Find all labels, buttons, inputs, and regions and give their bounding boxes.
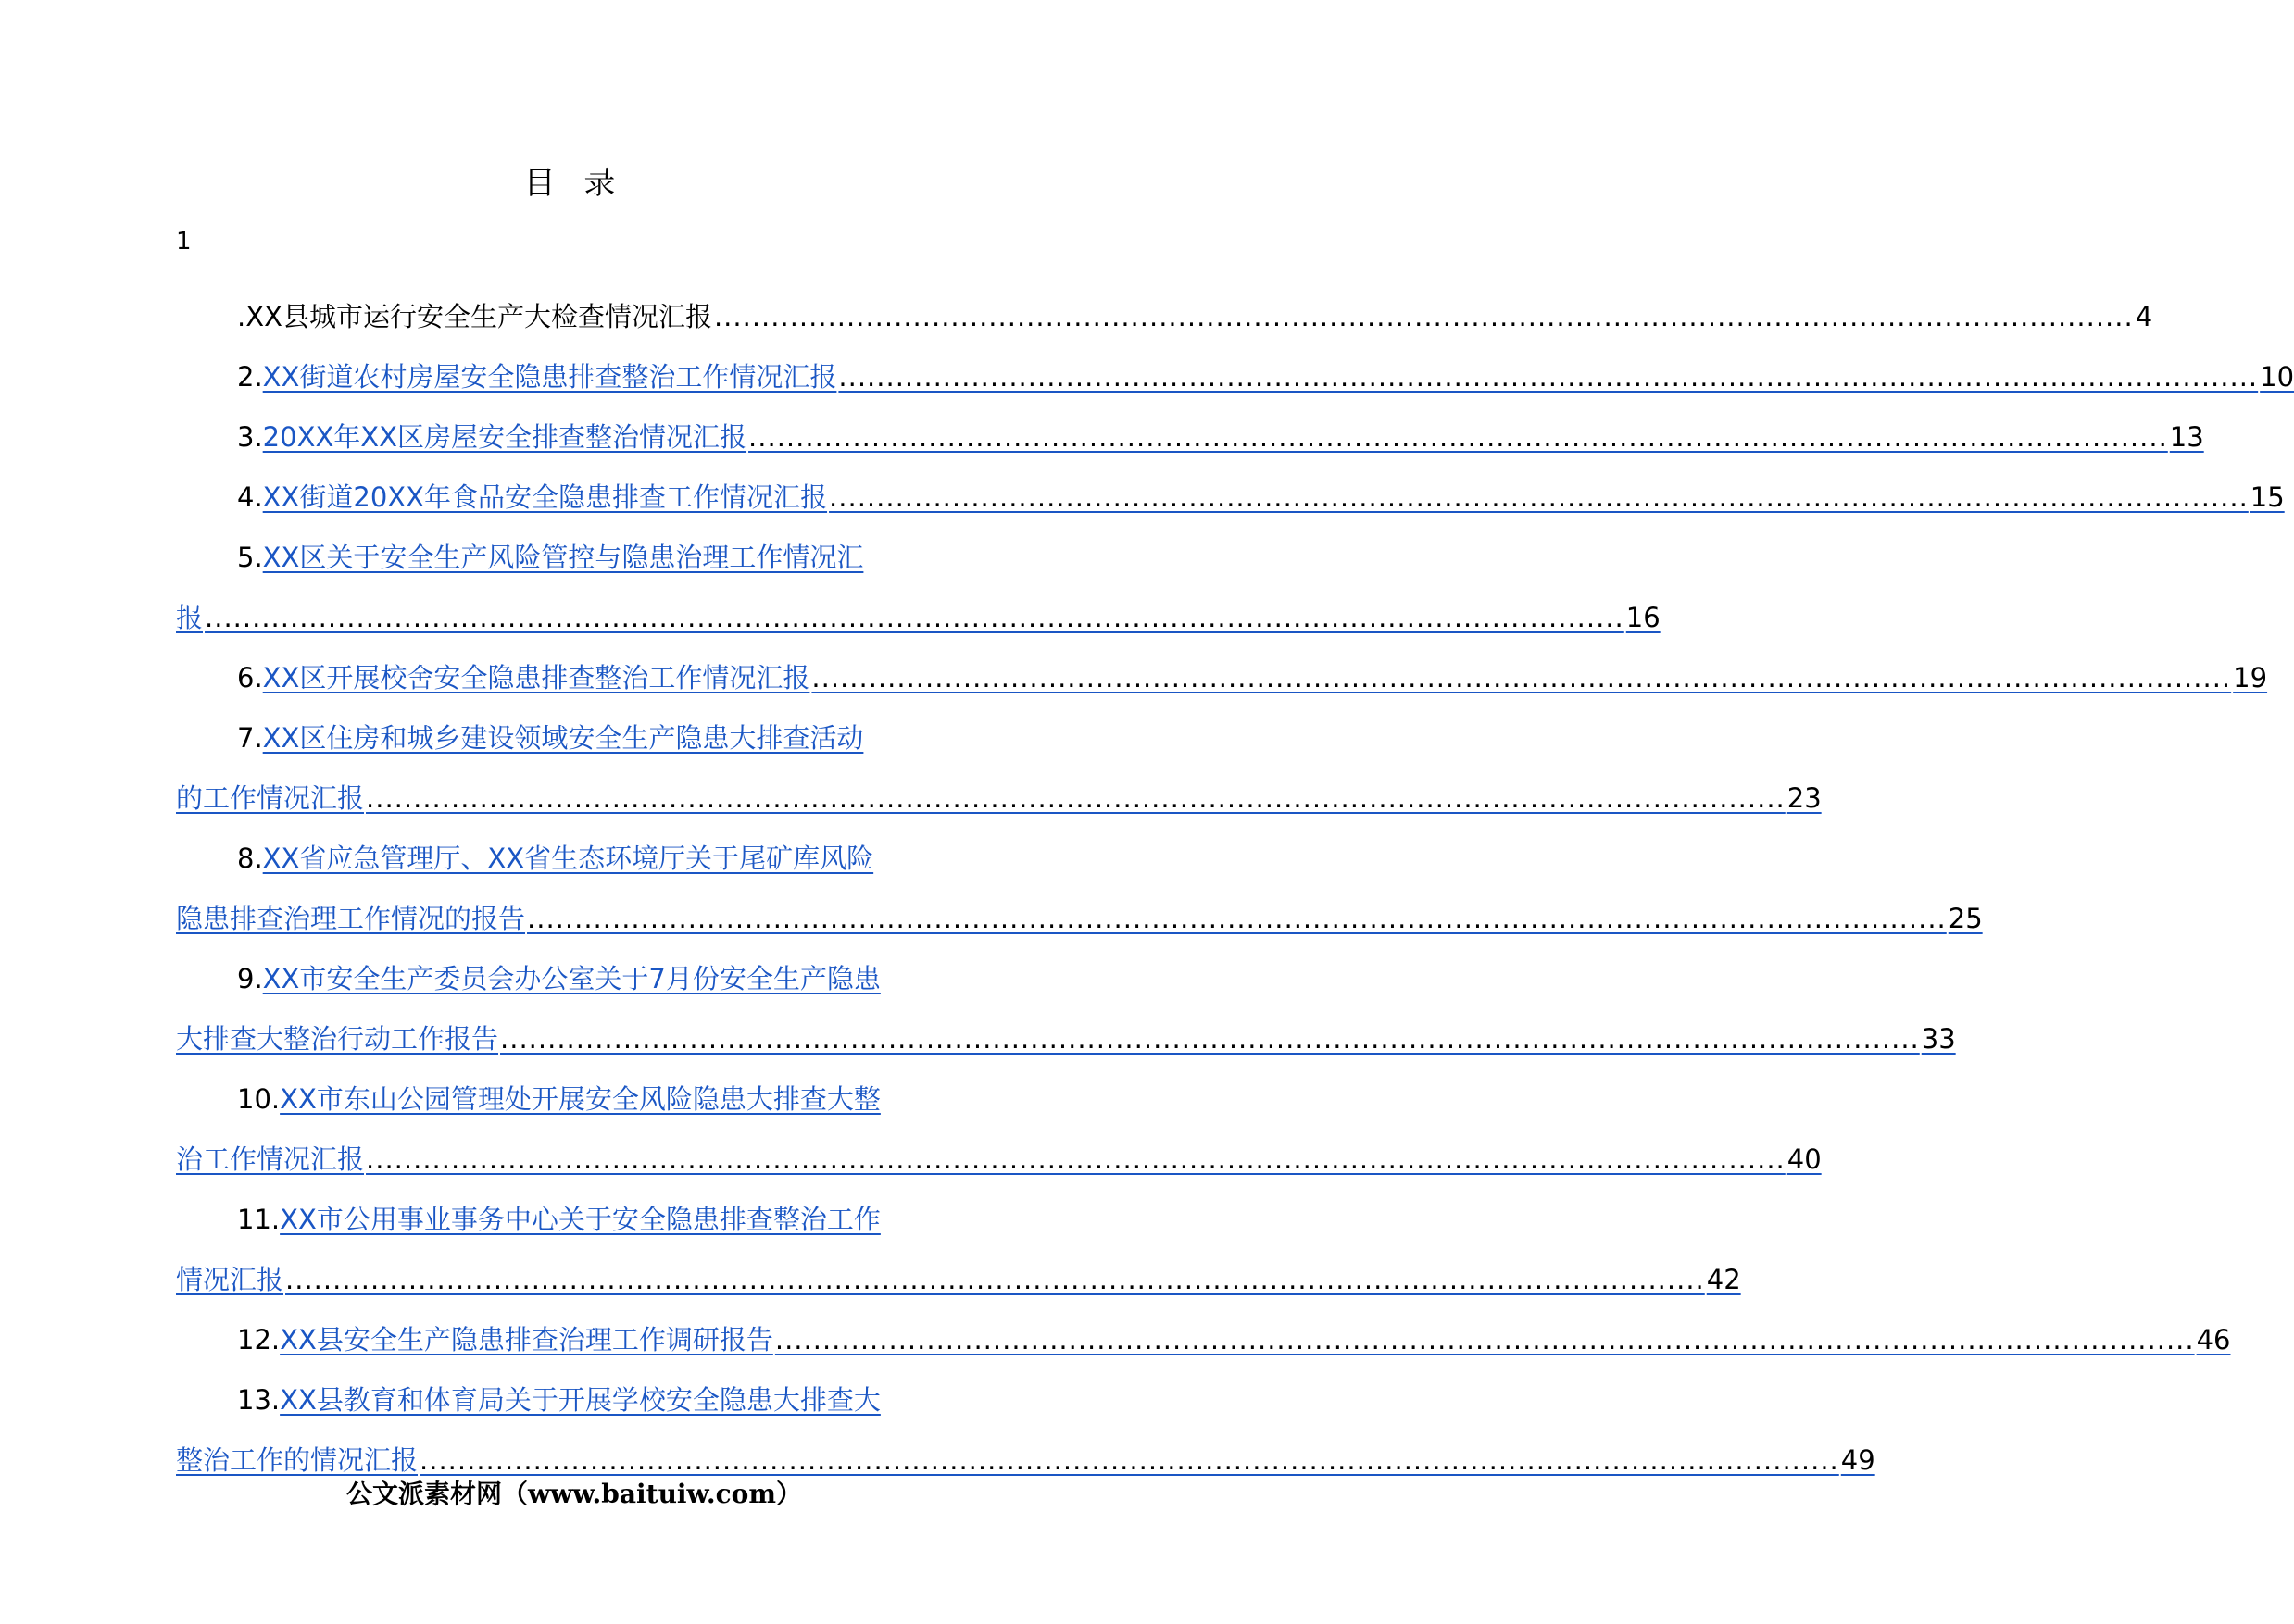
toc-entry[interactable]	[176, 1298, 2231, 1358]
toc-entry[interactable]	[176, 335, 2294, 395]
toc-leader-dots: ......................................................................................................................................................	[774, 1324, 2195, 1355]
toc-entry-number: 9.	[237, 963, 263, 994]
toc-entry-title-line2[interactable]: 报	[176, 602, 204, 633]
toc-entry-title-line2[interactable]: 的工作情况汇报	[176, 782, 365, 814]
toc-entry[interactable]	[176, 516, 1661, 636]
toc-entry-number: 3.	[237, 421, 263, 453]
toc-entry-title-line1[interactable]: XX省应急管理厅、XX省生态环境厅关于尾矿库风险	[262, 843, 874, 874]
toc-leader-dots: ......................................................................................................................................................	[285, 1264, 1705, 1295]
toc-entry[interactable]	[176, 1358, 1875, 1479]
toc-entry[interactable]	[176, 1057, 1822, 1178]
toc-entry-title-line1[interactable]: XX市东山公园管理处开展安全风险隐患大排查大整	[280, 1083, 881, 1115]
toc-entry-title-line2[interactable]: 整治工作的情况汇报	[176, 1444, 419, 1476]
toc-leader-dots: ......................................................................................................................................................	[829, 481, 2249, 513]
toc-leader-dots: ......................................................................................................................................................	[527, 903, 1947, 934]
toc-entry[interactable]	[176, 1178, 1741, 1298]
toc-entry-title[interactable]: 20XX年XX区房屋安全排查整治情况汇报	[262, 421, 747, 453]
toc-entry-title-line2[interactable]: 治工作情况汇报	[176, 1143, 365, 1175]
toc-page-number: 33	[1921, 1023, 1956, 1055]
toc-entry-title[interactable]: XX县城市运行安全生产大检查情况汇报	[245, 301, 712, 332]
toc-page-number: 49	[1840, 1444, 1875, 1476]
toc-leader-dots: ......................................................................................................................................................	[205, 602, 1624, 633]
toc-page-number: 19	[2233, 662, 2268, 693]
toc-leader-dots: ......................................................................................................................................................	[838, 361, 2259, 393]
toc-leader-dots: ......................................................................................................................................................	[366, 782, 1786, 814]
toc-entry-number: 6.	[237, 662, 263, 693]
toc-entry-title-line1[interactable]: XX区住房和城乡建设领域安全生产隐患大排查活动	[262, 722, 864, 754]
toc-entry-title[interactable]: XX街道农村房屋安全隐患排查整治工作情况汇报	[262, 361, 837, 393]
toc-entry-number: 7.	[237, 722, 263, 754]
toc-entry-number: 10.	[237, 1083, 281, 1115]
toc-leader-dots: ......................................................................................................................................................	[811, 662, 2232, 693]
toc-entry[interactable]	[176, 636, 2268, 696]
toc-leader-dots: ......................................................................................................................................................	[366, 1143, 1786, 1175]
toc-entry-title[interactable]: XX区开展校舍安全隐患排查整治工作情况汇报	[262, 662, 810, 693]
toc-entry-title-line2[interactable]: 隐患排查治理工作情况的报告	[176, 903, 526, 934]
stray-number: 1	[176, 228, 192, 256]
toc-entry-number: 4.	[237, 481, 263, 513]
toc-entry-number: .	[237, 301, 246, 332]
toc-entry-number: 12.	[237, 1324, 281, 1355]
toc-page-number: 13	[2169, 421, 2204, 453]
toc-entry-title-line1[interactable]: XX市公用事业事务中心关于安全隐患排查整治工作	[280, 1204, 881, 1235]
toc-page-number: 23	[1786, 782, 1822, 814]
toc-page-number: 40	[1786, 1143, 1822, 1175]
toc-entry-number: 11.	[237, 1204, 281, 1235]
toc-entry-title-line1[interactable]: XX市安全生产委员会办公室关于7月份安全生产隐患	[262, 963, 881, 994]
toc-leader-dots: ......................................................................................................................................................	[420, 1444, 1839, 1476]
toc-entry[interactable]	[176, 456, 2285, 516]
table-of-contents	[176, 275, 2294, 1479]
toc-entry-title-line1[interactable]: XX区关于安全生产风险管控与隐患治理工作情况汇	[262, 542, 864, 573]
footer-watermark: 公文派素材网（www.baituiw.com）	[346, 1479, 802, 1509]
toc-entry-title-line2[interactable]: 情况汇报	[176, 1264, 284, 1295]
toc-entry-title-line2[interactable]: 大排查大整治行动工作报告	[176, 1023, 499, 1055]
toc-entry[interactable]	[176, 937, 1956, 1057]
toc-page-number: 42	[1706, 1264, 1741, 1295]
toc-entry-title[interactable]: XX街道20XX年食品安全隐患排查工作情况汇报	[262, 481, 828, 513]
toc-entry[interactable]	[176, 696, 1822, 817]
toc-entry-title-line1[interactable]: XX县教育和体育局关于开展学校安全隐患大排查大	[280, 1384, 881, 1416]
toc-page-number: 46	[2196, 1324, 2231, 1355]
toc-entry[interactable]	[176, 275, 2153, 335]
toc-entry-number: 13.	[237, 1384, 281, 1416]
toc-page-number: 4	[2135, 301, 2153, 332]
toc-entry-number: 2.	[237, 361, 263, 393]
toc-page-number: 15	[2250, 481, 2285, 513]
toc-entry-number: 5.	[237, 542, 263, 573]
toc-entry[interactable]	[176, 395, 2204, 456]
toc-entry[interactable]	[176, 817, 1983, 937]
toc-leader-dots: ......................................................................................................................................................	[500, 1023, 1920, 1055]
toc-page-number: 16	[1625, 602, 1661, 633]
toc-entry-title[interactable]: XX县安全生产隐患排查治理工作调研报告	[280, 1324, 773, 1355]
page-title: 目 录	[523, 165, 625, 202]
toc-page-number: 25	[1948, 903, 1983, 934]
toc-page-number: 10	[2260, 361, 2294, 393]
toc-leader-dots: ......................................................................................................................................................	[713, 301, 2134, 332]
toc-entry-number: 8.	[237, 843, 263, 874]
toc-leader-dots: ......................................................................................................................................................	[748, 421, 2168, 453]
